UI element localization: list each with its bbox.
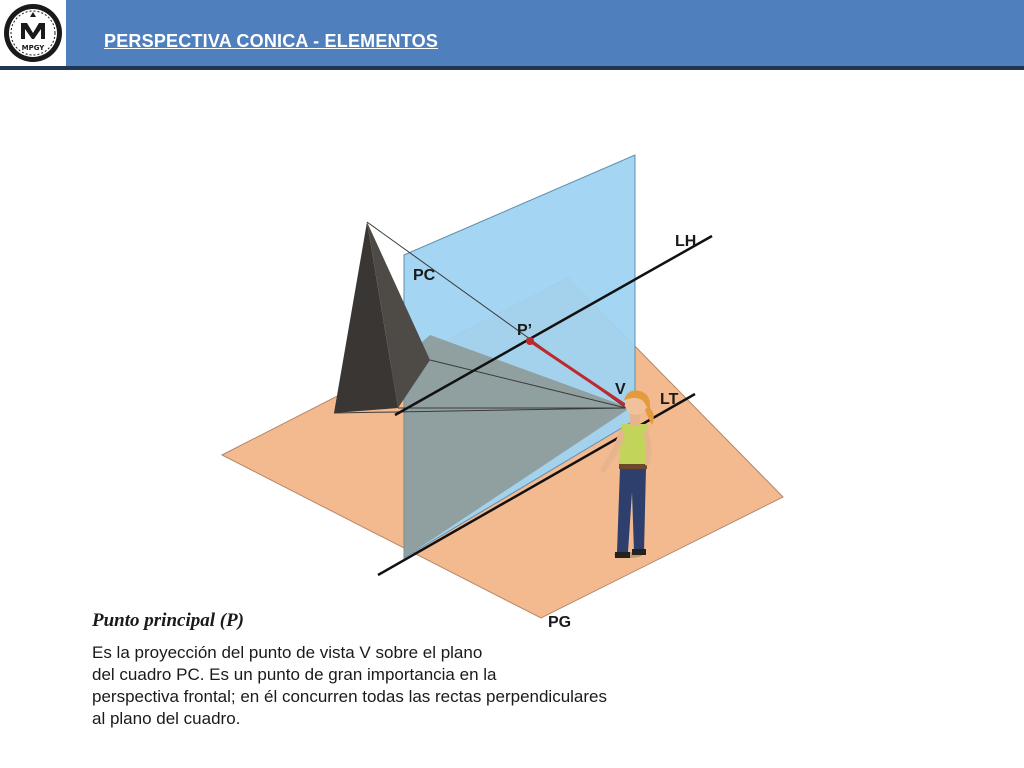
label-p-prime: P’ — [517, 322, 533, 339]
logo-text: MPGY — [21, 44, 45, 52]
caption-line: perspectiva frontal; en él concurren todas las rectas perpendiculares — [92, 687, 608, 706]
label-lh: LH — [675, 233, 697, 250]
caption-line: del cuadro PC. Es un punto de gran importancia en la — [92, 665, 497, 684]
caption-line: al plano del cuadro. — [92, 709, 241, 728]
label-v: V — [615, 381, 626, 398]
label-lt: LT — [660, 391, 679, 408]
caption-line: Es la proyección del punto de vista V sobre el plano — [92, 643, 483, 662]
page-title: PERSPECTIVA CONICA - ELEMENTOS — [104, 31, 439, 51]
label-pg: PG — [548, 614, 572, 631]
label-pc: PC — [413, 267, 436, 284]
caption-heading: Punto principal (P) — [92, 610, 245, 631]
caption-body — [92, 642, 732, 730]
